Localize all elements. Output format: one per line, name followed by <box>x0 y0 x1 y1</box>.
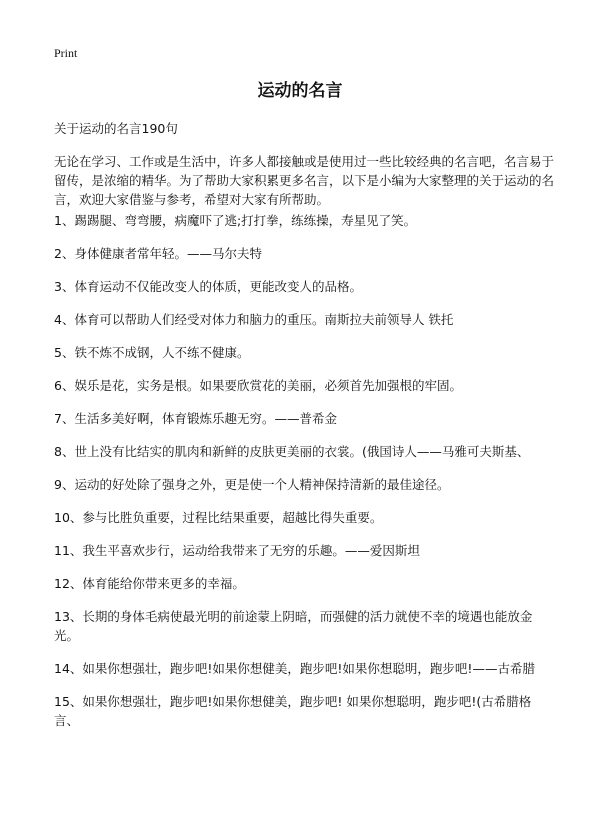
quote-item: 4、体育可以帮助人们经受对体力和脑力的重压。南斯拉夫前领导人 铁托 <box>54 312 454 327</box>
print-label: Print <box>54 46 78 60</box>
quote-item: 9、运动的好处除了强身之外，更是使一个人精神保持清新的最佳途径。 <box>54 477 450 492</box>
quote-item: 12、体育能给你带来更多的幸福。 <box>54 576 245 591</box>
quote-item: 3、体育运动不仅能改变人的体质，更能改变人的品格。 <box>54 279 362 294</box>
quote-list <box>54 211 554 744</box>
quote-item: 11、我生平喜欢步行，运动给我带来了无穷的乐趣。——爱因斯坦 <box>54 543 420 558</box>
page-title: 运动的名言 <box>257 81 343 101</box>
quote-item: 10、参与比胜负重要，过程比结果重要，超越比得失重要。 <box>54 510 383 525</box>
quote-item: 8、世上没有比结实的肌肉和新鲜的皮肤更美丽的衣裳。(俄国诗人——马雅可夫斯基、 <box>54 444 530 459</box>
quote-item: 1、踢踢腿、弯弯腰，病魔吓了逃;打打拳，练练操，寿星见了笑。 <box>54 213 417 228</box>
quote-item: 6、娱乐是花，实务是根。如果要欣赏花的美丽，必须首先加强根的牢固。 <box>54 378 462 393</box>
quote-item: 2、身体健康者常年轻。——马尔夫特 <box>54 246 262 261</box>
quote-item: 14、如果你想强壮，跑步吧!如果你想健美，跑步吧!如果你想聪明，跑步吧!——古希腊 <box>54 661 535 676</box>
quote-item: 13、长期的身体毛病使最光明的前途蒙上阴暗，而强健的活力就使不幸的境遇也能放金光。 <box>54 609 533 643</box>
intro-paragraph: 无论在学习、工作或是生活中，许多人都接触或是使用过一些比较经典的名言吧，名言易于留传，是浓缩的精华。为了帮助大家积累更多名言，以下是小编为大家整理的关于运动的名言，欢迎大家借鉴与参考，希望对大家有所帮助。 <box>54 154 555 207</box>
quote-item: 5、铁不炼不成钢，人不练不健康。 <box>54 345 250 360</box>
subtitle: 关于运动的名言190句 <box>54 121 178 136</box>
quote-item: 7、生活多美好啊，体育锻炼乐趣无穷。——普希金 <box>54 411 337 426</box>
quote-item: 15、如果你想强壮，跑步吧!如果你想健美，跑步吧! 如果你想聪明，跑步吧!(古希腊格言、 <box>54 694 532 728</box>
